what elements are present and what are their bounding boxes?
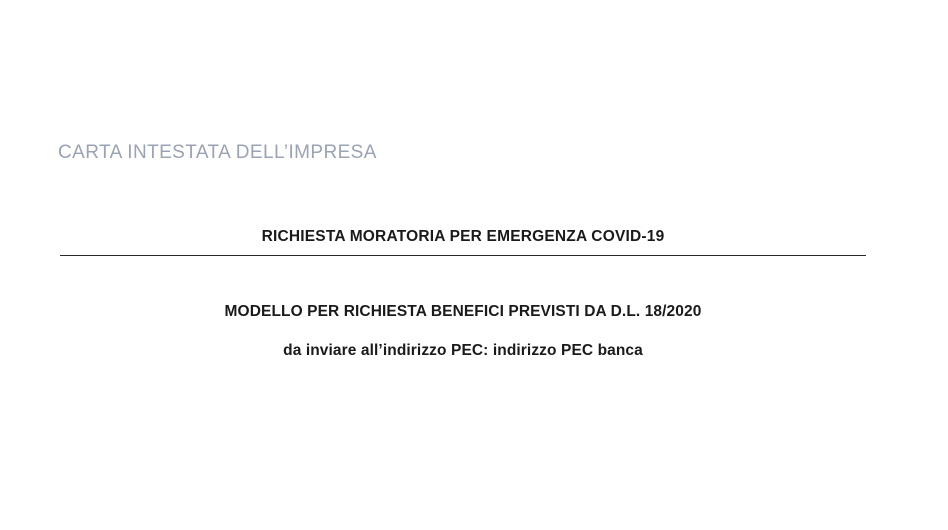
page-title: RICHIESTA MORATORIA PER EMERGENZA COVID-19 [261,228,665,245]
document-title-block [60,228,866,256]
document-subtitle-secondary: da inviare all’indirizzo PEC: indirizzo PEC banca [283,342,643,359]
document-subtitle-block [60,303,866,360]
letterhead-placeholder: CARTA INTESTATA DELL’IMPRESA [58,142,377,163]
document-subtitle-primary: MODELLO PER RICHIESTA BENEFICI PREVISTI DA D.L. 18/2020 [224,303,702,320]
title-divider [60,255,866,256]
